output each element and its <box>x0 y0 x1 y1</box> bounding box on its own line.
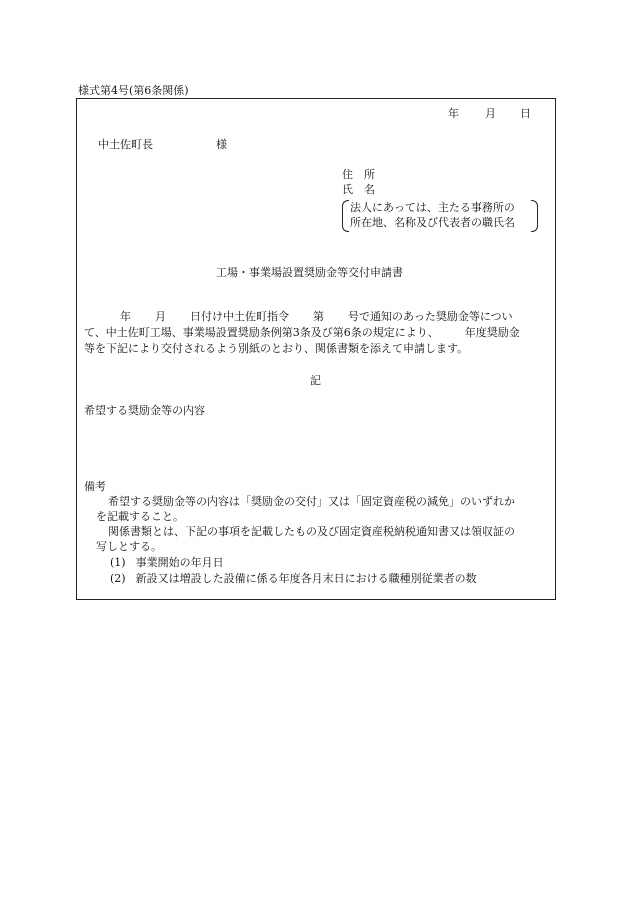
corporate-note-line1: 法人にあっては、主たる事務所の <box>350 201 515 214</box>
notes-heading: 備考 <box>84 480 106 493</box>
note-item-number: (1) <box>110 556 126 569</box>
note1-line1: 希望する奨励金等の内容は「奨励金の交付」又は「固定資産税の減免」のいずれか <box>108 495 515 508</box>
body-line-3: 等を下記により交付されるよう別紙のとおり、関係書類を添えて申請します。 <box>84 342 469 355</box>
right-bracket <box>531 200 538 232</box>
note-item <box>110 572 477 586</box>
address-label: 住 所 <box>342 168 375 181</box>
note-item-number: (2) <box>110 572 126 585</box>
body-line-2 <box>84 326 520 340</box>
note2-line2: 写しとする。 <box>96 540 162 553</box>
note-item-text: 事業開始の年月日 <box>135 556 224 569</box>
date-day: 日 <box>520 107 531 120</box>
corporate-note <box>342 199 538 231</box>
note2-line1: 関係書類とは、下記の事項を記載したもの及び固定資産税納税通知書又は領収証の <box>108 525 515 538</box>
wish-heading: 希望する奨励金等の内容 <box>84 404 205 417</box>
body-line2-start: て、中土佐町工場、事業場設置奨励条例第3条及び第6条の規定により、 <box>84 326 439 339</box>
body-month: 月 <box>155 310 166 323</box>
ki-heading: 記 <box>310 374 321 387</box>
name-label: 氏 名 <box>342 183 375 196</box>
body-reference: 日付け中土佐町指令 <box>190 310 289 323</box>
note-item <box>110 556 224 570</box>
form-number-label: 様式第4号(第6条関係) <box>78 84 189 97</box>
body-line2-end: 年度奨励金 <box>464 326 520 339</box>
left-bracket <box>342 200 349 232</box>
date-year: 年 <box>448 107 459 120</box>
body-line-1 <box>120 310 513 324</box>
body-year: 年 <box>120 310 131 323</box>
body-line1-end: 号で通知のあった奨励金等につい <box>348 310 513 323</box>
date-month: 月 <box>485 107 496 120</box>
date-line <box>448 107 531 121</box>
note-item-text: 新設又は増設した設備に係る年度各月末日における職種別従業者の数 <box>135 572 477 585</box>
addressee-honorific: 様 <box>216 138 227 151</box>
document-title: 工場・事業場設置奨励金等交付申請書 <box>216 266 403 279</box>
note1-line2: を記載すること。 <box>96 510 184 523</box>
corporate-note-line2: 所在地、名称及び代表者の職氏名 <box>350 216 515 229</box>
body-number: 第 <box>313 310 324 323</box>
addressee-name: 中土佐町長 <box>98 138 153 151</box>
